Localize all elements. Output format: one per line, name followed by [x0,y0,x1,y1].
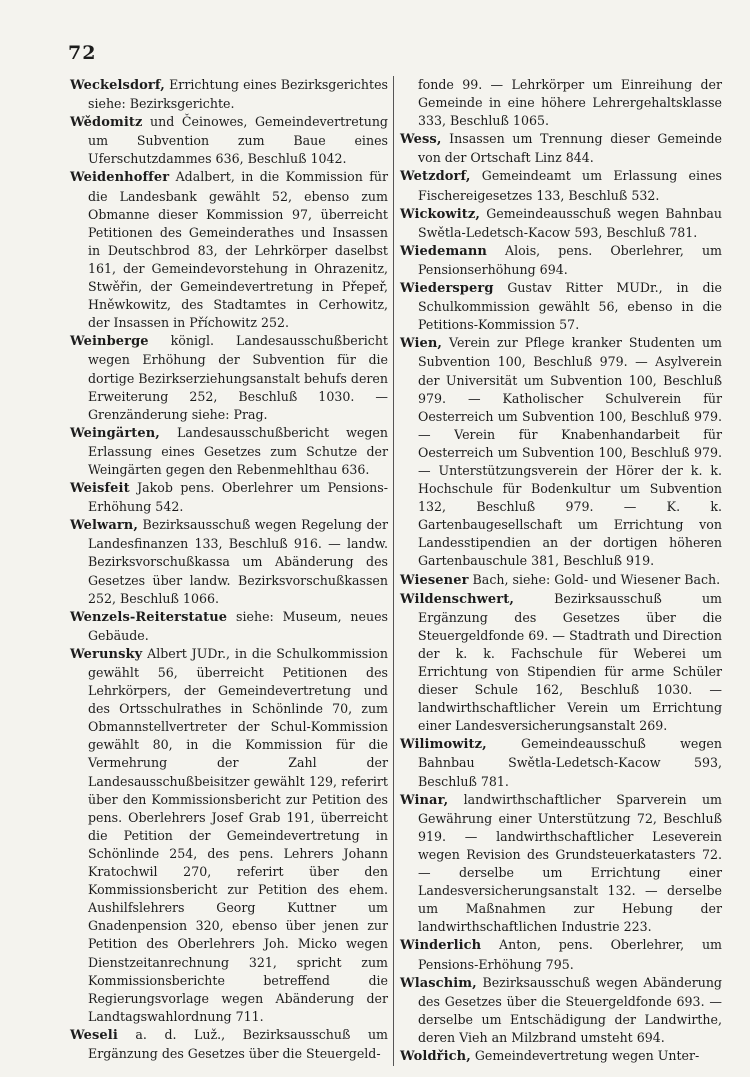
entry-text: Bezirksausschuß um Ergänzung des Gesetzes über die Steuergeldfonde 69. — Stadtrath und Direction der k. k. Fachschule für Weberei um Errichtung von Stipendien für arme Schüler dieser Schule 162, Beschluß 1030. — landwirthschaftlicher Verein um Errichtung einer Landesversicherungsanstalt 269. [418,590,722,734]
entry-headword: Winderlich [400,938,482,954]
index-entry [400,936,722,973]
index-entry [70,516,388,607]
entry-headword: Weisfeit [70,481,130,497]
column-divider [393,76,394,1066]
entry-headword: Wickowitz, [400,206,480,222]
page-number: 72 [68,42,97,64]
entry-text: Anton, pens. Oberlehrer, um Pensions-Erhöhung 795. [418,937,722,972]
entry-text: Insassen um Trennung dieser Gemeinde von der Ortschaft Linz 844. [418,131,722,166]
entry-text: Bezirksausschuß wegen Regelung der Landesfinanzen 133, Beschluß 916. — landw. Bezirksvorschußkassa um Abänderung des Gesetzes über landw. Bezirksvorschußkassen 252, Beschluß 1066. [88,517,388,606]
entry-text: Landesausschußbericht wegen Erlassung eines Gesetzes zum Schutze der Weingärten gegen den Rebenmehlthau 636. [88,424,388,477]
entry-headword: Wien, [400,336,443,352]
entry-headword: Woldřich, [400,1048,471,1064]
entry-headword: Wilimowitz, [400,737,487,753]
entry-text: königl. Landesausschußbericht wegen Erhöhung der Subvention für die dortige Bezirkserziehungsanstalt behufs deren Erweiterung 252, Beschluß 1030. — Grenzänderung siehe: Prag. [88,333,388,422]
entry-text: Albert JUDr., in die Schulkommission gewählt 56, überreicht Petitionen des Lehrkörpers, der Gemeindevertretung und des Ortsschulrathes in Schönlinde 70, zum Obmannstellvertreter der Schul-Kommission gewählt 80, in die Kommission für die Vermehrung der Zahl der Landesausschußbeisitzer gewählt 129, referirt über den Kommissionsbericht zur Petition des pens. Oberlehrers Josef Grab 191, überreicht die Petition der Gemeindevertretung in Schönlinde 254, des pens. Lehrers Johann Kratochwil 270, referirt über den Kommissionsbericht zur Petition des ehem. Aushilfslehrers Georg Kuttner um Gnadenpension 320, ebenso über jenen zur Petition des Oberlehrers Joh. Micko wegen Dienstzeitanrechnung 321, spricht zum Kommissionsberichte betreffend die Regierungsvorlage wegen Abänderung der Landtagswahlordnung 711. [88,645,388,1024]
entry-text: Jakob pens. Oberlehrer um Pensions-Erhöhung 542. [88,480,388,515]
entry-text: Adalbert, in die Kommission für die Landesbank gewählt 52, ebenso zum Obmanne dieser Kommission 97, überreicht Petitionen des Gemeinderathes und Insassen in Deutschbrod 83, der Lehrkörper daselbst 161, der Gemeindevorstehung in Ohrazenitz, Stwěřin, der Gemeindevertretung in Přepeř, Hněwkowitz, des Stadtamtes in Cerhowitz, der Insassen in Příchowitz 252. [88,169,388,331]
index-entry [400,974,722,1047]
entry-headword: Wiedemann [400,243,487,259]
index-entry [400,76,722,130]
entry-text: Gemeindevertretung wegen Unter- [470,1047,700,1063]
index-entry [400,167,722,204]
index-entry [70,76,388,113]
entry-text: siehe: Museum, neues Gebäude. [88,608,388,643]
index-entry [70,1026,388,1063]
entry-text: Alois, pens. Oberlehrer, um Pensionserhöhung 694. [418,242,722,277]
entry-headword: Winar, [400,792,449,808]
index-entry [70,645,388,1026]
index-entry [400,571,722,590]
index-entry [70,424,388,479]
entry-headword: Wess, [400,132,442,148]
index-entry [400,735,722,790]
index-entry [400,590,722,736]
index-entry [400,242,722,279]
entry-headword: Werunsky [70,646,143,662]
index-entry [70,332,388,423]
index-entry [70,479,388,516]
entry-text: Bezirksausschuß wegen Abänderung des Gesetzes über die Steuergeldfonde 693. — derselbe um Entschädigung der Landwirthe, deren Vieh an Milzbrand umsteht 694. [418,974,722,1045]
entry-text: Errichtung eines Bezirksgerichtes siehe: Bezirksgerichte. [88,77,388,112]
entry-headword: Weinberge [70,334,149,350]
index-entry [400,334,722,570]
entry-text: Bach, siehe: Gold- und Wiesener Bach. [468,571,721,587]
right-column [400,76,722,1066]
entry-headword: Weckelsdorf, [70,78,165,93]
index-entry [400,130,722,167]
entry-headword: Wildenschwert, [400,591,514,607]
entry-text: a. d. Luž., Bezirksausschuß um Ergänzung des Gesetzes über die Steuergeld- [88,1026,388,1061]
index-entry [400,1047,722,1066]
index-entry [70,168,388,332]
entry-headword: Wiedersperg [400,281,494,297]
entry-headword: Welwarn, [70,518,138,534]
entry-headword: Weingärten, [70,425,160,441]
index-entry [70,113,388,168]
entry-text: und Čeinowes, Gemeindevertretung um Subvention zum Baue eines Uferschutzdammes 636, Beschluß 1042. [88,114,388,167]
entry-headword: Wlaschim, [400,975,477,991]
entry-headword: Wenzels-Reiterstatue [70,609,228,625]
entry-headword: Wiesener [400,572,469,588]
left-column [70,76,388,1063]
entry-text: landwirthschaftlicher Sparverein um Gewährung einer Unterstützung 72, Beschluß 919. — landwirthschaftlicher Leseverein wegen Revision des Grundsteuerkatasters 72. — derselbe um Errichtung einer Landesversicherungsanstalt 132. — derselbe um Maßnahmen zur Hebung der landwirthschaftlichen Industrie 223. [418,791,722,935]
entry-headword: Wědomitz [70,115,143,131]
entry-text: Gemeindeausschuß wegen Bahnbau Swětla-Ledetsch-Kacow 593, Beschluß 781. [418,736,722,789]
index-entry [70,608,388,645]
entry-text: fonde 99. — Lehrkörper um Einreihung der Gemeinde in eine höhere Lehrergehaltsklasse 333, Beschluß 1065. [418,77,722,129]
entry-headword: Wetzdorf, [400,169,471,185]
entry-headword: Weseli [70,1027,118,1043]
entry-text: Verein zur Pflege kranker Studenten um Subvention 100, Beschluß 979. — Asylverein der Universität um Subvention 100, Beschluß 979. — Katholischer Schulverein für Oesterreich um Subvention 100, Beschluß 979. — Verein für Knabenhandarbeit für Oesterreich um Subvention 100, Beschluß 979. — Unterstützungsverein der Hörer der k. k. Hochschule für Bodenkultur um Subvention 132, Beschluß 979. — K. k. Gartenbaugesellschaft um Errichtung von Landesstipendien an der dortigen höheren Gartenbauschule 381, Beschluß 919. [418,335,722,569]
index-entry [400,279,722,334]
index-entry [400,205,722,242]
entry-text: Gemeindeausschuß wegen Bahnbau Swětla-Ledetsch-Kacow 593, Beschluß 781. [418,205,722,240]
entry-text: Gustav Ritter MUDr., in die Schulkommission gewählt 56, ebenso in die Petitions-Kommission 57. [418,280,722,333]
entry-text: Gemeindeamt um Erlassung eines Fischereigesetzes 133, Beschluß 532. [418,168,722,203]
index-entry [400,791,722,937]
entry-headword: Weidenhoffer [70,170,170,186]
